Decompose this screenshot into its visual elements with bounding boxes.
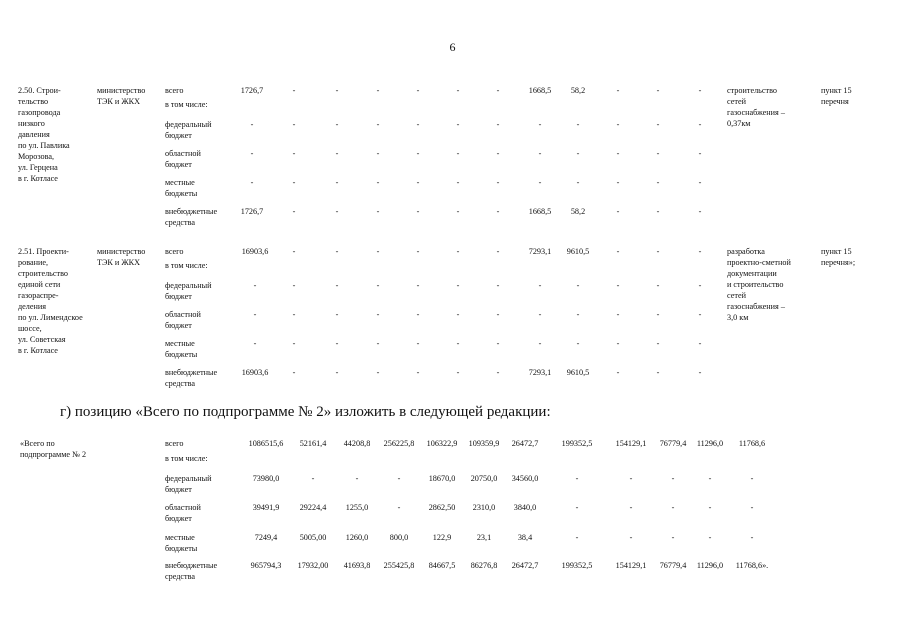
cell-value: 16903,6	[241, 368, 269, 377]
cell-value: -	[376, 178, 380, 187]
cell-value: -	[416, 310, 420, 319]
cell-value: -	[292, 281, 296, 290]
cell-value: -	[496, 339, 500, 348]
cell-value: 255425,8	[383, 561, 415, 570]
cell-value: 76779,4	[659, 561, 687, 570]
cell-value: -	[576, 149, 580, 158]
row-label: всего	[165, 247, 184, 256]
cell-value: -	[616, 178, 620, 187]
cell-value: -	[311, 474, 315, 483]
cell-value: -	[629, 474, 633, 483]
cell-value: -	[335, 247, 339, 256]
cell-value: -	[750, 503, 754, 512]
cell-value: -	[538, 178, 542, 187]
row-label: областной бюджет	[165, 310, 201, 330]
cell-value: -	[576, 310, 580, 319]
cell-value: 44208,8	[343, 439, 371, 448]
cell-value: -	[656, 310, 660, 319]
cell-value: 1255,0	[345, 503, 369, 512]
cell-value: -	[335, 281, 339, 290]
cell-value: 7293,1	[528, 368, 552, 377]
cell-value: -	[656, 178, 660, 187]
cell-value: 73980,0	[252, 474, 280, 483]
cell-value: -	[496, 86, 500, 95]
cell-value: -	[698, 310, 702, 319]
cell-value: 199352,5	[561, 561, 593, 570]
cell-value: -	[629, 533, 633, 542]
cell-value: -	[335, 310, 339, 319]
cell-value: -	[616, 281, 620, 290]
cell-value: -	[698, 281, 702, 290]
cell-value: 7293,1	[528, 247, 552, 256]
cell-value: 199352,5	[561, 439, 593, 448]
cell-value: 17932,00	[297, 561, 329, 570]
cell-value: 26472,7	[511, 439, 539, 448]
row-label: местные бюджеты	[165, 533, 198, 553]
cell-value: -	[397, 503, 401, 512]
cell-value: -	[496, 247, 500, 256]
row-label: федеральный бюджет	[165, 474, 212, 494]
cell-value: -	[416, 120, 420, 129]
cell-value: -	[292, 120, 296, 129]
cell-value: -	[416, 149, 420, 158]
cell-value: 84667,5	[428, 561, 456, 570]
cell-value: -	[538, 120, 542, 129]
cell-value: -	[376, 368, 380, 377]
cell-value: 11296,0	[696, 561, 724, 570]
row-label: в том числе:	[165, 100, 208, 109]
cell-value: -	[538, 310, 542, 319]
cell-value: 154129,1	[615, 439, 647, 448]
cell-value: -	[576, 281, 580, 290]
cell-value: -	[250, 120, 254, 129]
cell-value: -	[496, 310, 500, 319]
cell-value: -	[456, 310, 460, 319]
row-label: всего	[165, 439, 184, 448]
cell-value: 2310,0	[472, 503, 496, 512]
cell-value: 1260,0	[345, 533, 369, 542]
cell-value: -	[456, 247, 460, 256]
cell-value: 9610,5	[566, 368, 590, 377]
cell-value: 109359,9	[468, 439, 500, 448]
cell-value: -	[616, 339, 620, 348]
cell-value: -	[416, 178, 420, 187]
cell-value: -	[355, 474, 359, 483]
cell-value: 5005,00	[299, 533, 327, 542]
cell-value: -	[250, 149, 254, 158]
cell-value: -	[671, 474, 675, 483]
cell-value: -	[250, 178, 254, 187]
row-label: внебюджетные средства	[165, 561, 218, 581]
cell-value: -	[616, 310, 620, 319]
cell-value: -	[456, 339, 460, 348]
cell-value: -	[656, 247, 660, 256]
cell-value: -	[376, 310, 380, 319]
cell-value: -	[456, 149, 460, 158]
cell-value: 23,1	[476, 533, 492, 542]
cell-value: -	[335, 178, 339, 187]
cell-value: -	[616, 247, 620, 256]
cell-value: -	[496, 368, 500, 377]
cell-value: -	[376, 149, 380, 158]
cell-value: 7249,4	[254, 533, 278, 542]
cell-value: 39491,9	[252, 503, 280, 512]
cell-value: -	[616, 207, 620, 216]
cell-value: -	[750, 474, 754, 483]
cell-value: -	[576, 178, 580, 187]
cell-value: -	[416, 207, 420, 216]
cell-value: 1086515,6	[248, 439, 284, 448]
cell-value: 18670,0	[428, 474, 456, 483]
row-label: в том числе:	[165, 261, 208, 270]
cell-value: -	[538, 149, 542, 158]
cell-value: -	[698, 339, 702, 348]
executor: министерство ТЭК и ЖКХ	[97, 247, 146, 267]
cell-value: -	[575, 533, 579, 542]
cell-value: -	[397, 474, 401, 483]
cell-value: -	[292, 149, 296, 158]
instruction-heading: г) позицию «Всего по подпрограмме № 2» изложить в следующей редакции:	[60, 404, 551, 420]
row-label: федеральный бюджет	[165, 120, 212, 140]
cell-value: -	[292, 247, 296, 256]
cell-value: 58,2	[570, 207, 586, 216]
cell-value: -	[335, 368, 339, 377]
cell-value: 1726,7	[240, 207, 264, 216]
cell-value: -	[292, 207, 296, 216]
cell-value: -	[576, 339, 580, 348]
cell-value: 58,2	[570, 86, 586, 95]
cell-value: -	[253, 339, 257, 348]
cell-value: -	[253, 310, 257, 319]
cell-value: 26472,7	[511, 561, 539, 570]
row-label: всего	[165, 86, 184, 95]
row-label: местные бюджеты	[165, 178, 198, 198]
cell-value: -	[292, 178, 296, 187]
cell-value: -	[456, 86, 460, 95]
cell-value: -	[656, 86, 660, 95]
cell-value: -	[335, 207, 339, 216]
cell-value: 9610,5	[566, 247, 590, 256]
cell-value: -	[416, 247, 420, 256]
expected-result: строительство сетей газоснабжения – 0,37км	[727, 86, 785, 128]
cell-value: -	[335, 339, 339, 348]
cell-value: 86276,8	[470, 561, 498, 570]
cell-value: -	[616, 120, 620, 129]
cell-value: -	[376, 339, 380, 348]
cell-value: -	[575, 503, 579, 512]
reference: пункт 15 перечня	[821, 86, 852, 106]
cell-value: -	[376, 281, 380, 290]
cell-value: 1668,5	[528, 86, 552, 95]
cell-value: -	[496, 149, 500, 158]
cell-value: -	[456, 368, 460, 377]
cell-value: -	[416, 281, 420, 290]
cell-value: -	[538, 339, 542, 348]
page-number: 6	[449, 40, 456, 54]
cell-value: -	[575, 474, 579, 483]
cell-value: 34560,0	[511, 474, 539, 483]
cell-value: -	[456, 207, 460, 216]
cell-value: -	[656, 281, 660, 290]
cell-value: 11296,0	[696, 439, 724, 448]
cell-value: -	[496, 178, 500, 187]
cell-value: 38,4	[517, 533, 533, 542]
item-name: 2.51. Проекти- рование, строительство единой сети газораспре- деления по ул. Лимендское шоссе, ул. Советская в г. Котласе	[18, 247, 83, 355]
cell-value: -	[376, 86, 380, 95]
cell-value: 11768,6».	[735, 561, 769, 570]
row-label: местные бюджеты	[165, 339, 198, 359]
cell-value: 20750,0	[470, 474, 498, 483]
cell-value: -	[698, 178, 702, 187]
cell-value: -	[616, 149, 620, 158]
cell-value: 16903,6	[241, 247, 269, 256]
cell-value: -	[698, 247, 702, 256]
cell-value: -	[292, 86, 296, 95]
cell-value: -	[671, 503, 675, 512]
row-label: областной бюджет	[165, 149, 201, 169]
cell-value: -	[335, 149, 339, 158]
cell-value: -	[750, 533, 754, 542]
cell-value: -	[616, 368, 620, 377]
cell-value: -	[416, 368, 420, 377]
cell-value: 52161,4	[299, 439, 327, 448]
cell-value: -	[416, 86, 420, 95]
cell-value: -	[496, 281, 500, 290]
cell-value: 800,0	[389, 533, 409, 542]
cell-value: -	[656, 120, 660, 129]
cell-value: 965794,3	[250, 561, 282, 570]
cell-value: -	[576, 120, 580, 129]
cell-value: -	[292, 339, 296, 348]
cell-value: 106322,9	[426, 439, 458, 448]
cell-value: -	[456, 178, 460, 187]
cell-value: -	[616, 86, 620, 95]
cell-value: -	[292, 310, 296, 319]
cell-value: -	[496, 120, 500, 129]
row-label: внебюджетные средства	[165, 207, 218, 227]
cell-value: -	[698, 368, 702, 377]
cell-value: 11768,6	[738, 439, 766, 448]
cell-value: -	[629, 503, 633, 512]
cell-value: -	[416, 339, 420, 348]
cell-value: -	[335, 120, 339, 129]
item-name: 2.50. Строи- тельство газопровода низкого давления по ул. Павлика Морозова, ул. Герцена в г. Котласе	[18, 86, 70, 183]
cell-value: -	[496, 207, 500, 216]
cell-value: -	[698, 149, 702, 158]
executor: министерство ТЭК и ЖКХ	[97, 86, 146, 106]
cell-value: 41693,8	[343, 561, 371, 570]
cell-value: -	[376, 247, 380, 256]
cell-value: -	[656, 368, 660, 377]
cell-value: -	[698, 120, 702, 129]
row-label: областной бюджет	[165, 503, 201, 523]
cell-value: -	[698, 86, 702, 95]
cell-value: 1668,5	[528, 207, 552, 216]
cell-value: 154129,1	[615, 561, 647, 570]
cell-value: -	[538, 281, 542, 290]
cell-value: -	[253, 281, 257, 290]
total-title: «Всего по подпрограмме № 2	[20, 439, 87, 459]
cell-value: -	[698, 207, 702, 216]
cell-value: 122,9	[432, 533, 452, 542]
cell-value: -	[456, 281, 460, 290]
cell-value: -	[656, 207, 660, 216]
cell-value: 1726,7	[240, 86, 264, 95]
cell-value: 2862,50	[428, 503, 456, 512]
expected-result: разработка проектно-сметной документации и строительство сетей газоснабжения – 3,0 км	[727, 247, 791, 322]
cell-value: -	[656, 149, 660, 158]
row-label: в том числе:	[165, 454, 208, 463]
cell-value: 256225,8	[383, 439, 415, 448]
row-label: внебюджетные средства	[165, 368, 218, 388]
reference: пункт 15 перечня»;	[821, 247, 856, 267]
cell-value: -	[671, 533, 675, 542]
cell-value: 76779,4	[659, 439, 687, 448]
cell-value: -	[708, 474, 712, 483]
cell-value: -	[656, 339, 660, 348]
cell-value: -	[376, 207, 380, 216]
cell-value: -	[456, 120, 460, 129]
cell-value: -	[708, 503, 712, 512]
row-label: федеральный бюджет	[165, 281, 212, 301]
cell-value: 3840,0	[513, 503, 537, 512]
cell-value: -	[708, 533, 712, 542]
cell-value: 29224,4	[299, 503, 327, 512]
cell-value: -	[335, 86, 339, 95]
cell-value: -	[376, 120, 380, 129]
cell-value: -	[292, 368, 296, 377]
